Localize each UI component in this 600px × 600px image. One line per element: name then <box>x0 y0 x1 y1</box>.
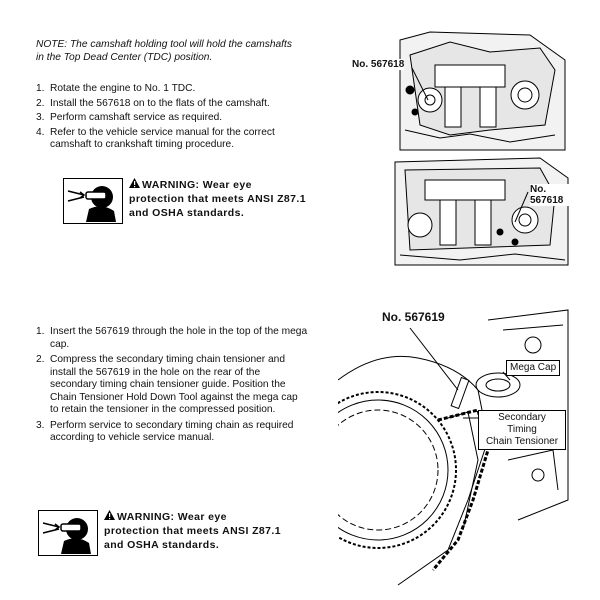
camshaft-tool-illustration-bottom <box>340 150 570 268</box>
list-item <box>36 112 298 125</box>
warning-triangle-icon <box>129 178 140 192</box>
step-text: Install the 567618 on to the flats of the camshaft. <box>50 97 270 109</box>
label-line: Secondary Timing <box>498 412 546 435</box>
warning-text <box>129 178 309 220</box>
step-text: Compress the secondary timing chain tensioner and install the 567619 in the hole on the rear of the secondary timing chain tensioner guide. Position the Chain Tensioner Hold Down Tool against the mega cap to retain the tensioner in the compressed position. <box>50 354 298 415</box>
step-text: Refer to the vehicle service manual for the correct camshaft to crankshaft timing procedure. <box>50 126 275 150</box>
warning-body: Wear eye protection that meets ANSI Z87.1 and OSHA standards. <box>104 511 281 551</box>
timing-chain-tensioner-illustration <box>338 300 570 590</box>
step-number: 1. <box>36 83 45 94</box>
list-item <box>36 83 298 96</box>
camshaft-steps-list <box>36 83 298 154</box>
warning-body: Wear eye protection that meets ANSI Z87.1 and OSHA standards. <box>129 179 306 219</box>
safety-goggles-icon <box>63 178 123 224</box>
list-item <box>36 127 298 152</box>
tool-callout-567619: No. 567619 <box>382 310 445 324</box>
step-text: Insert the 567619 through the hole in the top of the mega cap. <box>50 326 308 350</box>
step-text: Rotate the engine to No. 1 TDC. <box>50 83 196 94</box>
step-number: 4. <box>36 126 45 138</box>
step-number: 1. <box>36 326 45 337</box>
secondary-timing-chain-tensioner-label <box>478 410 566 450</box>
list-item <box>36 354 308 417</box>
safety-goggles-icon <box>38 510 98 556</box>
step-number: 3. <box>36 419 45 431</box>
list-item <box>36 420 308 445</box>
eye-protection-warning <box>63 178 313 228</box>
note-text: NOTE: The camshaft holding tool will hold the camshafts in the Top Dead Center (TDC) position. <box>36 39 292 63</box>
eye-protection-warning <box>38 510 288 560</box>
mega-cap-label: Mega Cap <box>506 360 560 376</box>
step-number: 3. <box>36 112 45 123</box>
list-item <box>36 98 298 111</box>
warning-text <box>104 510 284 552</box>
step-text: Perform camshaft service as required. <box>50 112 223 123</box>
list-item <box>36 326 308 351</box>
warning-triangle-icon <box>104 510 115 524</box>
warning-heading: WARNING: <box>142 179 200 191</box>
step-number: 2. <box>36 97 45 109</box>
step-text: Perform service to secondary timing chain as required according to vehicle service manual. <box>50 419 294 443</box>
tool-callout-567618: No. 567618 <box>530 184 570 206</box>
tool-callout-567618: No. 567618 <box>352 59 405 70</box>
label-line: Chain Tensioner <box>485 436 559 447</box>
warning-heading: WARNING: <box>117 511 175 523</box>
camshaft-tool-illustration-top <box>340 30 570 158</box>
step-number: 2. <box>36 354 45 365</box>
tensioner-steps-list <box>36 326 308 448</box>
